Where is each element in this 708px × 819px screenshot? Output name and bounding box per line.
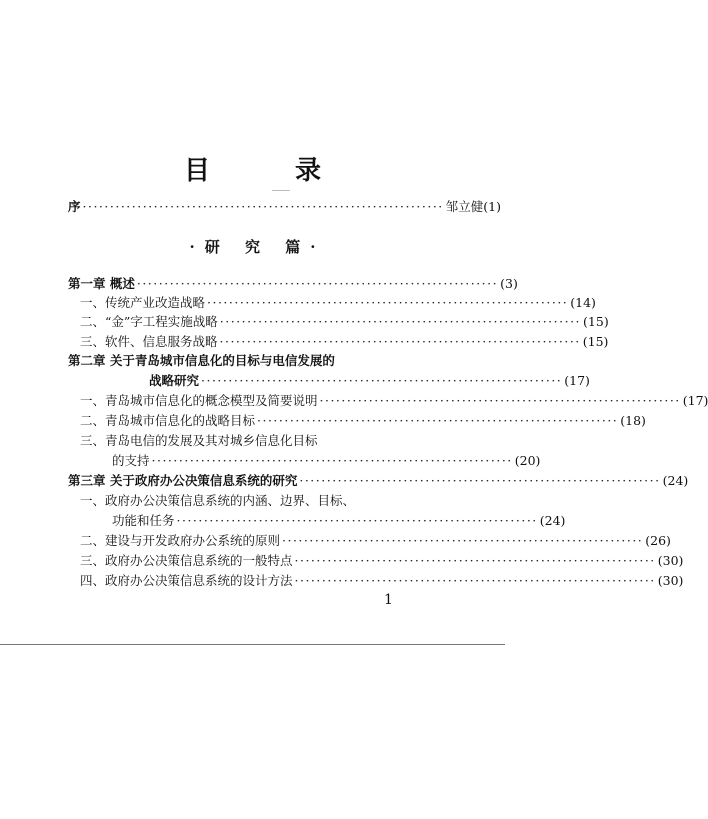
toc-page: (15)	[583, 314, 609, 329]
toc-page: (15)	[582, 334, 609, 349]
toc-label: 三、青岛电信的发展及其对城乡信息化目标	[80, 433, 318, 448]
toc-leader: ··································································	[219, 334, 581, 349]
toc-page: (17)	[564, 373, 590, 388]
toc-page: (30)	[657, 553, 684, 568]
toc-page: (20)	[514, 453, 541, 468]
toc-entry	[80, 334, 609, 350]
toc-page: (30)	[657, 573, 684, 588]
toc-page: (17)	[682, 393, 708, 408]
toc-entry	[80, 413, 646, 429]
toc-label: 三、软件、信息服务战略	[80, 334, 218, 349]
toc-label: 第二章 关于青岛城市信息化的目标与电信发展的	[68, 353, 335, 368]
scan-mark	[272, 190, 290, 191]
toc-entry	[112, 513, 566, 529]
toc-leader: ··································································	[257, 413, 619, 428]
toc-entry	[80, 314, 609, 330]
toc-label: 战略研究	[149, 373, 200, 388]
toc-label: 第一章 概述	[68, 276, 135, 291]
toc-entry	[68, 353, 406, 369]
toc-leader: ··································································	[201, 373, 563, 388]
toc-entry	[80, 433, 406, 449]
toc-entry	[149, 373, 590, 389]
toc-preface	[68, 199, 501, 215]
toc-label: 三、政府办公决策信息系统的一般特点	[80, 553, 293, 568]
toc-leader: ··································································	[207, 295, 569, 310]
toc-entry	[112, 453, 541, 469]
toc-label: 功能和任务	[112, 513, 175, 528]
toc-leader: ··································································	[136, 276, 499, 291]
toc-entry	[80, 493, 406, 509]
toc-leader: ··································································	[319, 393, 681, 408]
toc-leader: ··································································	[294, 573, 656, 588]
toc-entry	[80, 393, 708, 409]
toc-page: (3)	[500, 276, 518, 291]
toc-leader: ··································································	[176, 513, 538, 528]
toc-page: (24)	[539, 513, 566, 528]
toc-entry	[80, 295, 596, 311]
toc-entry	[68, 473, 689, 489]
bottom-divider	[0, 644, 505, 645]
toc-label: 二、建设与开发政府办公系统的原则	[80, 533, 281, 548]
toc-label: 的支持	[112, 453, 150, 468]
toc-leader: ··································································	[151, 453, 513, 468]
section-heading: ·研 究 篇·	[189, 238, 326, 256]
toc-page: (24)	[662, 473, 689, 488]
toc-leader: ··································································	[219, 314, 582, 329]
toc-page: (14)	[570, 295, 596, 310]
toc-entry	[68, 276, 518, 292]
toc-label: 二、“金”字工程实施战略	[80, 314, 218, 329]
toc-leader: ··································································	[299, 473, 661, 488]
page-number: 1	[384, 592, 393, 608]
toc-label: 第三章 关于政府办公决策信息系统的研究	[68, 473, 298, 488]
toc-page: 邹立健(1)	[445, 199, 501, 214]
toc-page: (26)	[645, 533, 671, 548]
toc-leader: ··································································	[294, 553, 656, 568]
toc-entry	[80, 573, 684, 589]
toc-entry	[80, 553, 684, 569]
toc-label: 四、政府办公决策信息系统的设计方法	[80, 573, 293, 588]
toc-leader: ··································································	[82, 199, 444, 214]
toc-label: 二、青岛城市信息化的战略目标	[80, 413, 256, 428]
toc-leader: ··································································	[282, 533, 644, 548]
toc-page: (18)	[620, 413, 646, 428]
page-title: 目 录	[183, 156, 360, 186]
toc-label: 一、传统产业改造战略	[80, 295, 206, 310]
toc-entry	[80, 533, 671, 549]
toc-label: 一、政府办公决策信息系统的内涵、边界、目标、	[80, 493, 356, 508]
toc-label: 序	[68, 199, 81, 214]
toc-label: 一、青岛城市信息化的概念模型及简要说明	[80, 393, 318, 408]
